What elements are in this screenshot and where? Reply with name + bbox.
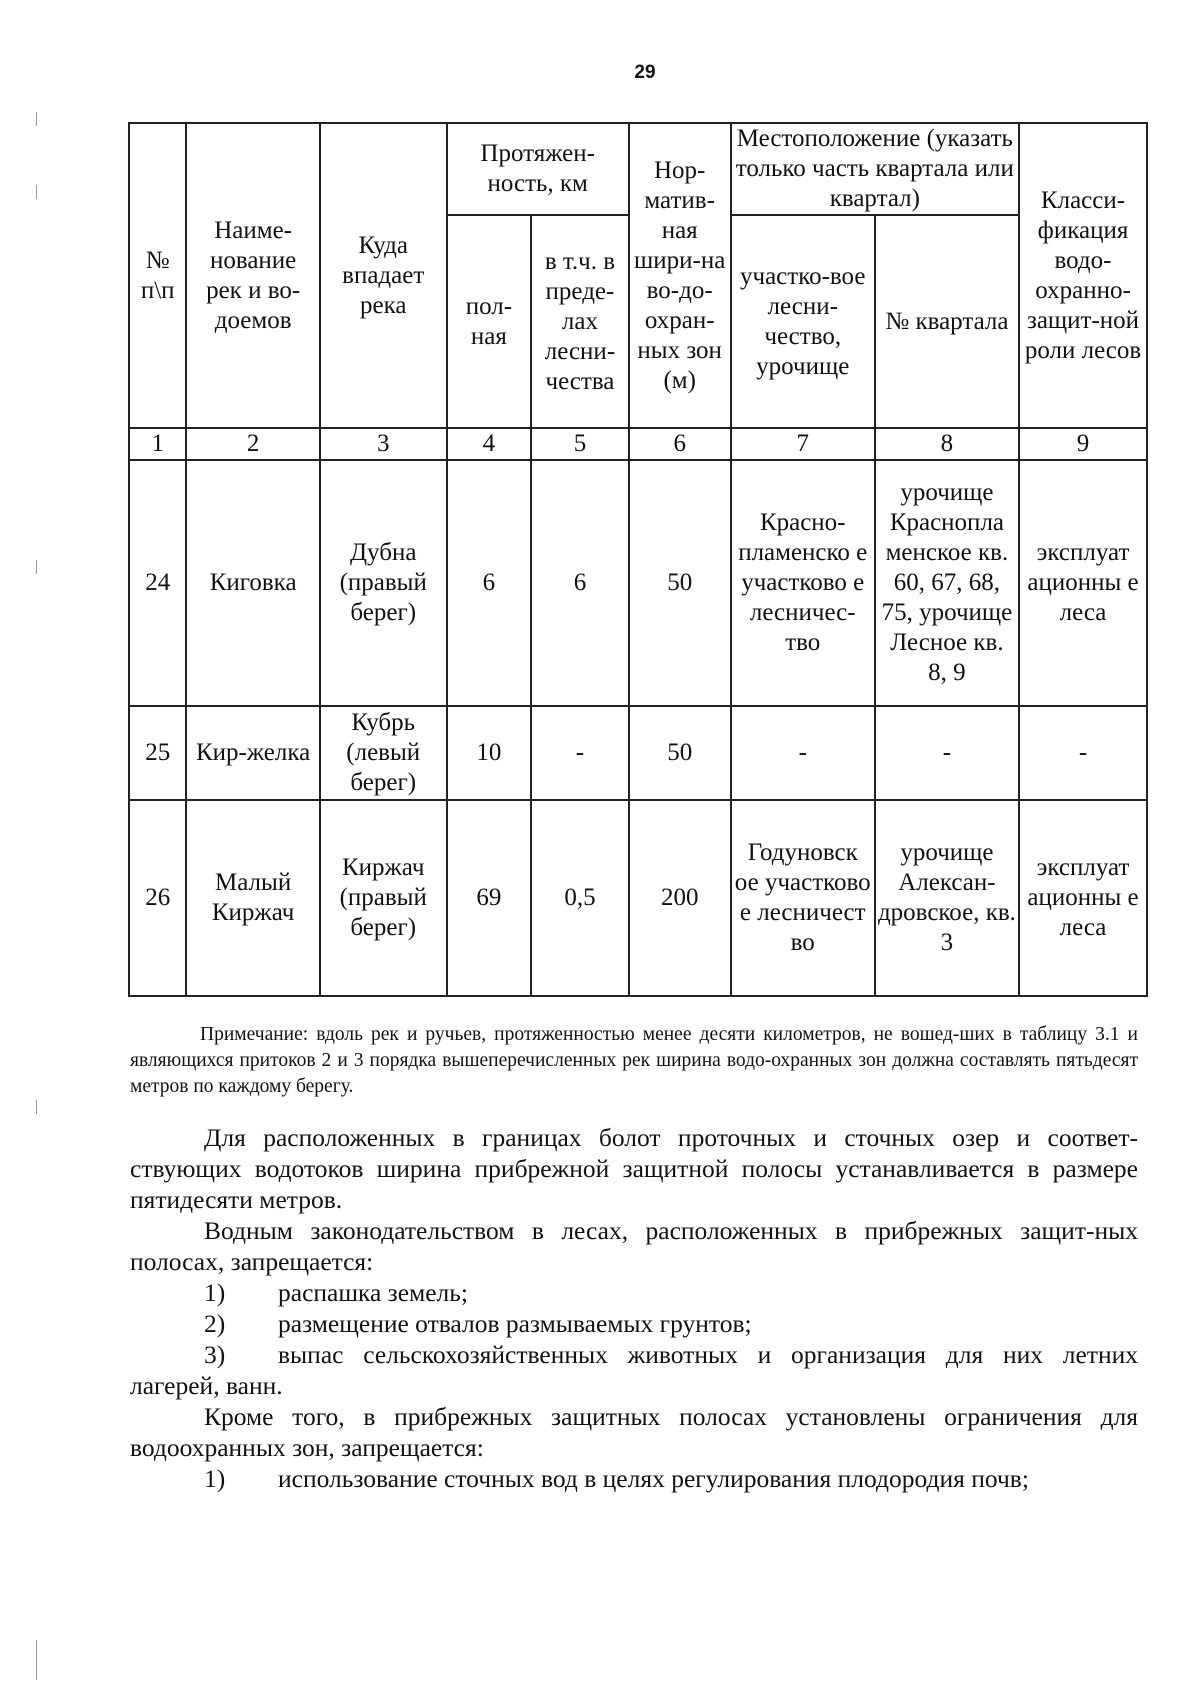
table-row	[129, 460, 1147, 706]
list-item-text: выпас сельскохозяйственных животных и организация для них летних лагерей, ванн.	[130, 1340, 1138, 1400]
header-zone-width: Нор-матив-ная шири-на во-до-охран-ных зон (м)	[629, 123, 731, 428]
cell-num: 26	[129, 800, 186, 996]
list-item-number: 3)	[204, 1340, 226, 1369]
scan-margin-mark	[36, 185, 37, 199]
cell-mouth: Дубна (правый берег)	[320, 460, 447, 706]
column-number: 3	[320, 428, 447, 460]
cell-quarter: урочище Алексан-дровское, кв. 3	[875, 800, 1019, 996]
header-num: № п\п	[129, 123, 186, 428]
list-item-text: использование сточных вод в целях регулирования плодородия почв;	[278, 1464, 1029, 1493]
table-note: Примечание: вдоль рек и ручьев, протяженностью менее десяти километров, не вошед-ших в таблицу 3.1 и являющихся притоков 2 и 3 порядка вышеперечисленных рек ширина водо-охранных зон должна составлять пятьдесят метров по каждому берегу.	[130, 1024, 1138, 1097]
paragraph: Водным законодательством в лесах, расположенных в прибрежных защит-ных полосах, запрещается:	[130, 1216, 1138, 1276]
header-classification: Класси-фикация водо-охранно-защит-ной роли лесов	[1019, 123, 1147, 428]
cell-length-in-forestry: 6	[531, 460, 629, 706]
cell-name: Малый Киржач	[186, 800, 319, 996]
cell-forestry: Годуновск ое участково е лесничест во	[731, 800, 875, 996]
list-item	[130, 1308, 1138, 1339]
header-location-forestry: участко-вое лесни-чество, урочище	[731, 215, 875, 428]
cell-forestry: Красно-пламенско е участково е лесничес-тво	[731, 460, 875, 706]
list-item-number: 1)	[204, 1278, 226, 1307]
column-number: 5	[531, 428, 629, 460]
scan-margin-mark	[36, 1640, 37, 1680]
cell-num: 24	[129, 460, 186, 706]
column-number: 9	[1019, 428, 1147, 460]
paragraph: Кроме того, в прибрежных защитных полосах установлены ограничения для водоохранных зон, запрещается:	[130, 1402, 1138, 1462]
header-location-group: Местоположение (указать только часть квартала или квартал)	[731, 123, 1019, 215]
cell-length-full: 6	[447, 460, 532, 706]
cell-forestry: -	[731, 706, 875, 800]
list-item	[130, 1463, 1138, 1494]
cell-length-full: 69	[447, 800, 532, 996]
header-length-full: пол-ная	[447, 215, 532, 428]
column-number: 2	[186, 428, 319, 460]
cell-name: Киговка	[186, 460, 319, 706]
column-number: 7	[731, 428, 875, 460]
list-item	[130, 1277, 1138, 1308]
column-number: 6	[629, 428, 731, 460]
cell-num: 25	[129, 706, 186, 800]
header-name: Наиме-нование рек и во-доемов	[186, 123, 319, 428]
table-header-row	[129, 123, 1147, 215]
cell-classification: эксплуат ационны е леса	[1019, 800, 1147, 996]
header-length-group: Протяжен-ность, км	[447, 123, 629, 215]
cell-zone-width: 200	[629, 800, 731, 996]
column-number: 4	[447, 428, 532, 460]
list-item-number: 2)	[204, 1309, 226, 1338]
cell-zone-width: 50	[629, 706, 731, 800]
list-item-number: 1)	[204, 1464, 226, 1493]
table-row	[129, 800, 1147, 996]
cell-quarter: урочище Краснопла менское кв. 60, 67, 68, 75, урочище Лесное кв. 8, 9	[875, 460, 1019, 706]
cell-length-in-forestry: 0,5	[531, 800, 629, 996]
cell-zone-width: 50	[629, 460, 731, 706]
cell-mouth: Киржач (правый берег)	[320, 800, 447, 996]
scan-margin-mark	[36, 1100, 37, 1114]
cell-name: Кир-желка	[186, 706, 319, 800]
page-number: 29	[634, 62, 656, 83]
column-number: 1	[129, 428, 186, 460]
list-item	[130, 1339, 1138, 1401]
cell-length-full: 10	[447, 706, 532, 800]
list-item-text: размещение отвалов размываемых грунтов;	[278, 1309, 752, 1338]
scan-margin-mark	[36, 560, 37, 574]
cell-mouth: Кубрь (левый берег)	[320, 706, 447, 800]
cell-classification: эксплуат ационны е леса	[1019, 460, 1147, 706]
scan-margin-mark	[36, 112, 37, 126]
cell-classification: -	[1019, 706, 1147, 800]
column-number: 8	[875, 428, 1019, 460]
header-location-quarter: № квартала	[875, 215, 1019, 428]
body-text	[130, 1122, 1138, 1494]
header-mouth: Куда впадает река	[320, 123, 447, 428]
cell-quarter: -	[875, 706, 1019, 800]
rivers-table	[128, 122, 1148, 997]
list-item-text: распашка земель;	[278, 1278, 468, 1307]
table-row	[129, 706, 1147, 800]
cell-length-in-forestry: -	[531, 706, 629, 800]
header-length-in-forestry: в т.ч. в преде-лах лесни-чества	[531, 215, 629, 428]
paragraph: Для расположенных в границах болот проточных и сточных озер и соответ-ствующих водотоков ширина прибрежной защитной полосы устанавливается в размере пятидесяти метров.	[130, 1123, 1138, 1214]
column-number-row	[129, 428, 1147, 460]
